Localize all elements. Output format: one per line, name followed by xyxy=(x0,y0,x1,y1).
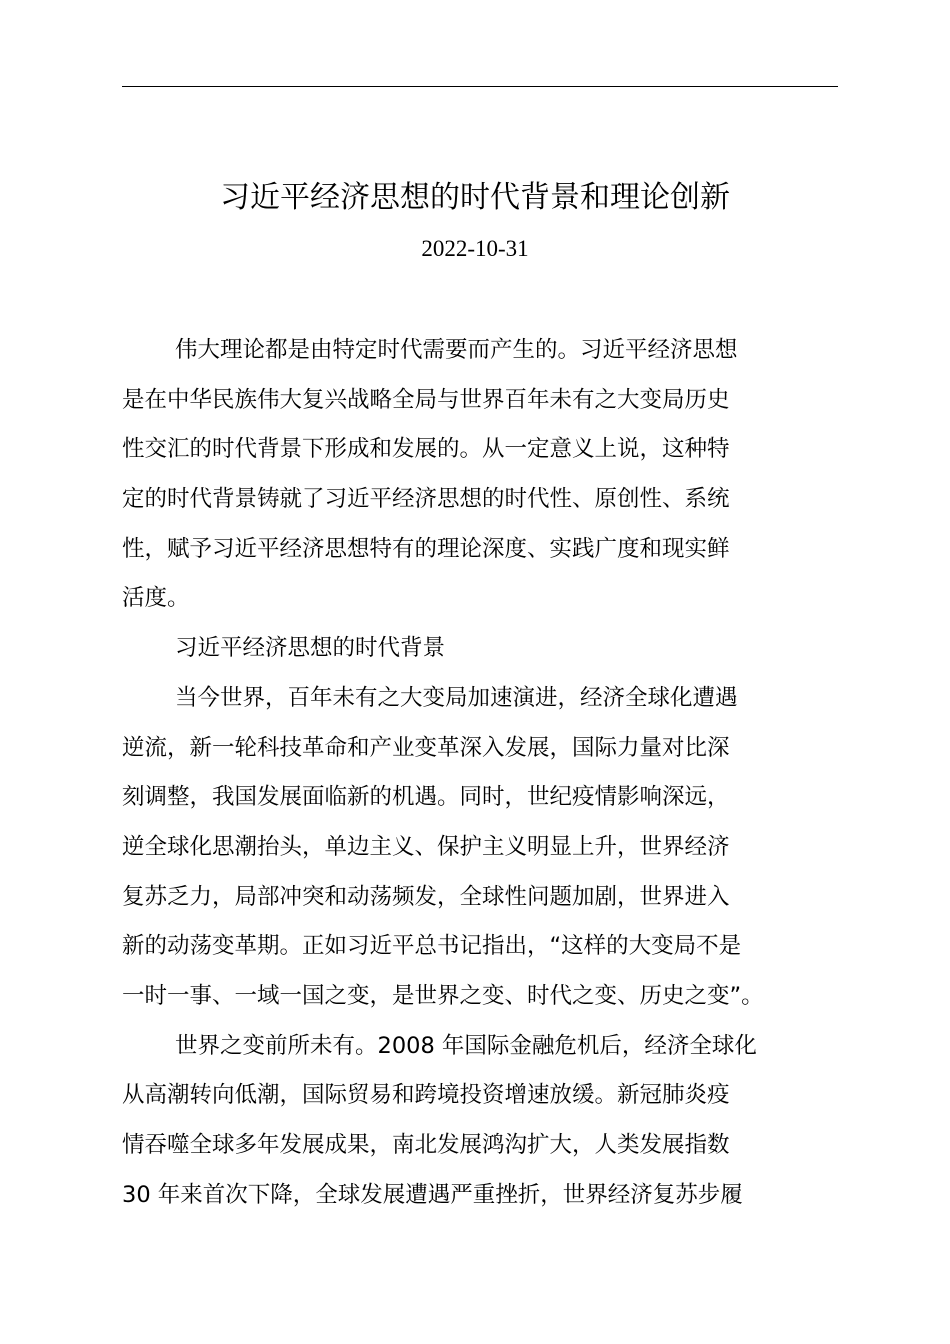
paragraph-line: 新的动荡变革期。正如习近平总书记指出，“这样的大变局不是 xyxy=(122,933,742,960)
paragraph-line: 性，赋予习近平经济思想特有的理论深度、实践广度和现实鲜 xyxy=(122,535,730,562)
paragraph-line: 是在中华民族伟大复兴战略全局与世界百年未有之大变局历史 xyxy=(122,386,730,413)
paragraph-line: 性交汇的时代背景下形成和发展的。从一定意义上说，这种特 xyxy=(122,436,730,463)
paragraph-line: 30 年来首次下降，全球发展遭遇严重挫折，世界经济复苏步履 xyxy=(122,1181,743,1208)
paragraph-line: 从高潮转向低潮，国际贸易和跨境投资增速放缓。新冠肺炎疫 xyxy=(122,1082,730,1109)
paragraph-line: 活度。 xyxy=(122,585,190,612)
paragraph-line: 一时一事、一域一国之变，是世界之变、时代之变、历史之变”。 xyxy=(122,982,764,1009)
paragraph-line: 刻调整，我国发展面临新的机遇。同时，世纪疫情影响深远， xyxy=(122,784,730,811)
document-title: 习近平经济思想的时代背景和理论创新 xyxy=(220,180,730,215)
paragraph-line: 世界之变前所未有。2008 年国际金融危机后，经济全球化 xyxy=(175,1032,757,1059)
header-rule xyxy=(122,86,838,87)
paragraph-line: 伟大理论都是由特定时代需要而产生的。习近平经济思想 xyxy=(175,337,738,363)
paragraph-line: 逆全球化思潮抬头，单边主义、保护主义明显上升，世界经济 xyxy=(122,833,730,860)
article-body xyxy=(122,326,838,1220)
paragraph-line: 当今世界，百年未有之大变局加速演进，经济全球化遭遇 xyxy=(175,684,738,711)
paragraph-line: 复苏乏力，局部冲突和动荡频发，全球性问题加剧，世界进入 xyxy=(122,883,730,910)
section-heading: 习近平经济思想的时代背景 xyxy=(175,635,446,662)
paragraph-line: 情吞噬全球多年发展成果，南北发展鸿沟扩大，人类发展指数 xyxy=(122,1132,730,1158)
paragraph-line: 定的时代背景铸就了习近平经济思想的时代性、原创性、系统 xyxy=(122,486,730,513)
document-date: 2022-10-31 xyxy=(421,236,529,261)
paragraph-line: 逆流，新一轮科技革命和产业变革深入发展，国际力量对比深 xyxy=(122,734,730,761)
